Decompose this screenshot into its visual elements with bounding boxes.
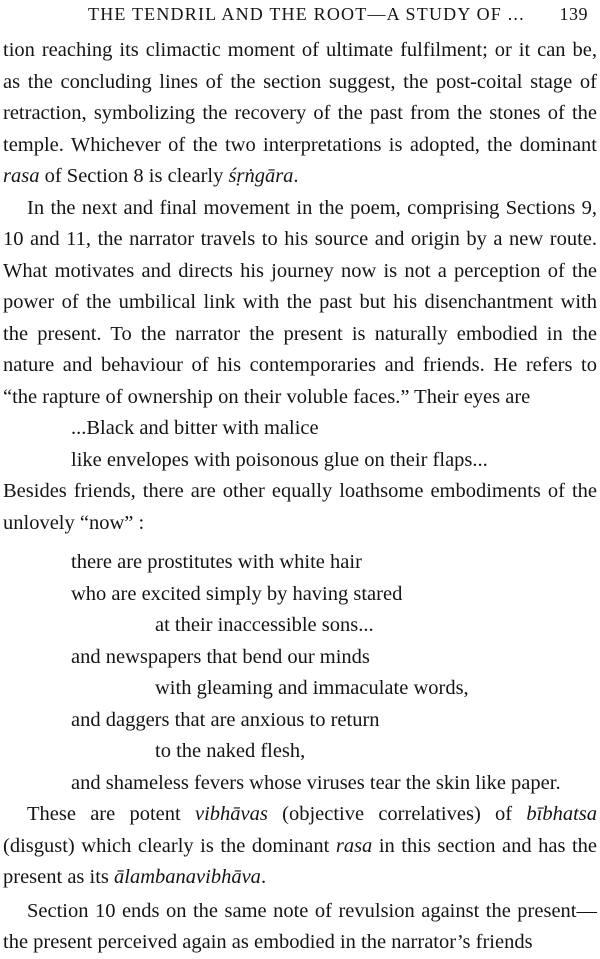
term-bibhatsa: bībhatsa [526,803,597,825]
page-header [0,4,600,28]
running-title: THE TENDRIL AND THE ROOT—A STUDY OF ... [88,4,525,24]
verse-quote-now [3,547,597,799]
verse-line: and shameless fevers whose viruses tear the skin like paper. [71,771,561,794]
verse-line: who are excited simply by having stared [71,582,403,605]
verse-line: to the naked flesh, [155,740,306,762]
paragraph-text: . [293,165,299,187]
term-alambanavibhava: ālambanavibhāva [114,866,261,888]
verse-line: at their inaccessible sons... [155,614,374,636]
paragraph-text: (objective correlatives) of [267,803,527,825]
paragraph-text: . [260,866,267,888]
verse-line: with gleaming and immaculate words, [155,677,469,699]
term-vibhavas: vibhāvas [194,803,268,825]
page-number: 139 [559,4,588,24]
term-rasa: rasa [3,165,40,187]
verse-line: like envelopes with poisonous glue on their flaps... [71,448,488,471]
term-srngara: śṛṅgāra [228,165,294,187]
verse-line: and daggers that are anxious to return [71,708,380,731]
paragraph-section-10: Section 10 ends on the same note of revulsion against the present—the present perceived again as embodied in the narrator’s friends [3,899,597,953]
verse-line: there are prostitutes with white hair [71,551,362,573]
verse-line: and newspapers that bend our minds [71,645,370,668]
verse-quote-eyes [3,413,597,476]
paragraph-text: in this section and has the present as its [3,834,597,888]
paragraph-bibhatsa [3,799,597,894]
paragraph-loathsome-embodiments: Besides friends, there are other equally loathsome embodiments of the unlovely “now” : [3,480,597,534]
verse-line: ...Black and bitter with malice [71,417,319,439]
paragraph-text: These are potent [27,803,195,825]
paragraph-section-8-conclusion [3,35,597,193]
term-rasa: rasa [335,834,373,857]
paragraph-text: (disgust) which clearly is the dominant [3,834,336,857]
paragraph-final-movement: In the next and final movement in the poem, comprising Sections 9, 10 and 11, the narrator travels to his source and origin by a new route. What motivates and directs his journey now is not a perception of the power of the umbilical link with the past but his disenchantment with the present. To the narrator the present is naturally embodied in the nature and behaviour of his contemporaries and friends. He refers to “the rapture of ownership on their voluble faces.” Their eyes are [3,196,597,408]
paragraph-text: tion reaching its climactic moment of ultimate fulfilment; or it can be, as the concluding lines of the section suggest, the post-coital stage of retraction, symbolizing the recovery of the past from the stones of the temple. Whichever of the two interpretations is adopted, the dominant [3,39,597,156]
body-text [3,35,597,959]
paragraph-text: of Section 8 is clearly [39,165,229,187]
